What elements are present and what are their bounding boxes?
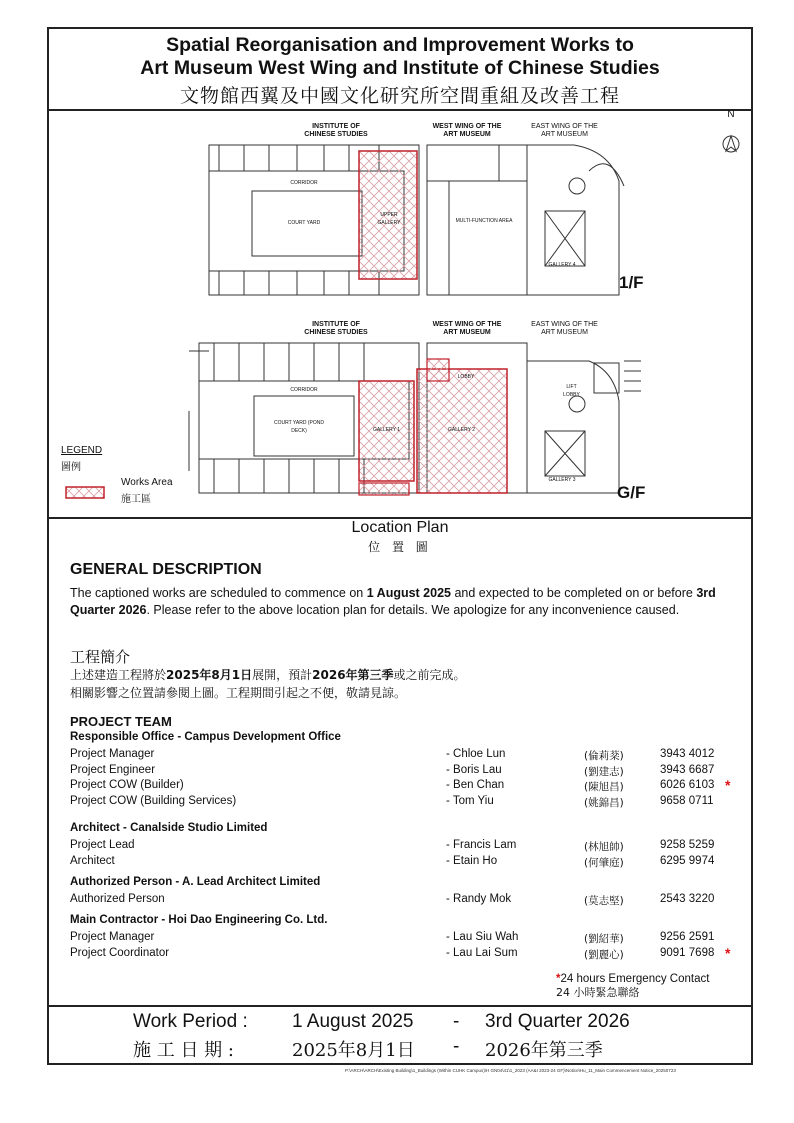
team-member-role: Project Engineer: [70, 763, 156, 776]
works-area-lobby: [427, 359, 449, 381]
team-member-phone: 9256 2591: [660, 931, 715, 943]
label-west-wing-1f: WEST WING OF THE ART MUSEUM: [432, 123, 502, 138]
team-member-name-zh: (劉建志): [584, 765, 624, 778]
emergency-star-icon: *: [725, 944, 731, 961]
general-description-text-zh: 上述建造工程將於2025年8月1日展開，預計2026年第三季或之前完成。 相關影響之位置請參閱上圖。工程期間引起之不便，敬請見諒。: [70, 668, 466, 700]
team-member-phone: 9091 7698: [660, 946, 715, 959]
label-gallery-3: GALLERY 3: [548, 477, 576, 483]
work-period-dash: -: [453, 1011, 460, 1032]
team-member-row: [70, 855, 750, 870]
team-member-name-zh: (姚錦昌): [584, 796, 624, 809]
team-member-name-zh: (林旭帥): [584, 841, 624, 853]
location-plan-caption-zh: 位 置 圖: [368, 540, 432, 554]
team-member-name-zh: (劉麗心): [584, 948, 624, 961]
team-member-row: [70, 795, 750, 810]
team-member-name: - Lau Lai Sum: [446, 946, 518, 959]
notice-frame: [47, 27, 753, 1065]
emergency-star-icon: *: [725, 777, 731, 793]
legend-title: LEGEND: [61, 445, 103, 456]
team-member-name: - Ben Chan: [446, 779, 505, 791]
works-area-corridor: [359, 483, 409, 495]
legend-title-zh: 圖例: [61, 462, 81, 473]
project-team-heading: PROJECT TEAM: [70, 714, 172, 729]
team-group-title: Authorized Person - A. Lead Architect Limited: [70, 876, 321, 888]
label-ics-gf: INSTITUTE OF CHINESE STUDIES: [304, 321, 368, 336]
floor-label-gf: G/F: [617, 483, 646, 502]
label-gallery-1: GALLERY 1: [372, 427, 401, 433]
legend-works-area: Works Area: [121, 477, 173, 488]
team-member-name: - Tom Yiu: [446, 794, 494, 807]
label-gallery-2: GALLERY 2: [447, 427, 476, 433]
team-member-role: Project COW (Builder): [70, 779, 184, 791]
label-east-wing-1f: EAST WING OF THE ART MUSEUM: [531, 123, 598, 138]
team-member-role: Project COW (Building Services): [70, 794, 237, 807]
team-member-phone: 3943 6687: [660, 763, 715, 776]
team-member-row: [70, 931, 750, 946]
general-description-heading: GENERAL DESCRIPTION: [70, 561, 262, 578]
team-member-name: - Randy Mok: [446, 893, 512, 905]
team-member-row: [70, 764, 750, 779]
label-upper-gallery: UPPER GALLERY: [377, 212, 401, 226]
general-description-heading-zh: 工程簡介: [70, 648, 131, 666]
label-gallery-4: GALLERY 4: [548, 262, 576, 268]
work-period: [49, 1007, 751, 1067]
team-member-name-zh: (莫志堅): [584, 895, 624, 907]
label-corridor-gf: CORRIDOR: [290, 387, 318, 393]
team-member-name-zh: (何肇庭): [584, 856, 624, 869]
team-member-role: Project Manager: [70, 748, 155, 760]
work-period-end-zh: 2026年第三季: [485, 1040, 603, 1061]
team-member-row: [70, 944, 750, 962]
work-period-label: Work Period :: [133, 1011, 248, 1032]
legend-swatch: [66, 487, 104, 498]
location-plan-caption: Location Plan: [351, 519, 449, 536]
label-lobby: LOBBY: [457, 374, 475, 380]
work-period-start-zh: 2025年8月1日: [292, 1040, 415, 1061]
team-member-row: [70, 748, 750, 763]
label-east-wing-gf: EAST WING OF THE ART MUSEUM: [531, 321, 598, 336]
floor-plan-drawing: [49, 111, 751, 517]
team-member-name: - Boris Lau: [446, 763, 502, 776]
team-group-title: Responsible Office - Campus Development Office: [70, 731, 341, 743]
work-period-label-zh: 施 工 日 期 :: [133, 1040, 234, 1061]
team-member-name: - Lau Siu Wah: [446, 931, 519, 943]
team-member-phone: 6026 6103: [660, 779, 715, 791]
team-member-phone: 9658 0711: [660, 794, 714, 807]
title-en-line-1: Spatial Reorganisation and Improvement Works to: [166, 34, 634, 56]
label-courtyard-1f: COURT YARD: [287, 220, 321, 226]
team-member-role: Architect: [70, 854, 115, 867]
north-label: N: [727, 109, 735, 120]
north-arrow-icon: [723, 136, 739, 152]
team-member-role: Project Lead: [70, 839, 135, 851]
team-member-role: Project Coordinator: [70, 946, 170, 959]
general-description-text: The captioned works are scheduled to commence on 1 August 2025 and expected to be completed on or before 3rd Quarter 2026. Please refer to the above location plan for details. We apologize for any inconvenience caused.: [70, 586, 716, 617]
team-member-row: [70, 839, 750, 854]
team-member-name: - Chloe Lun: [446, 748, 506, 760]
team-member-name-zh: (陳旭昌): [584, 781, 624, 793]
team-group-title: Architect - Canalside Studio Limited: [70, 822, 268, 834]
work-period-start: 1 August 2025: [292, 1011, 414, 1032]
team-member-role: Authorized Person: [70, 893, 165, 905]
label-corridor-1f: CORRIDOR: [290, 180, 318, 186]
floor-label-1f: 1/F: [619, 273, 644, 292]
team-member-name: - Francis Lam: [446, 839, 517, 851]
team-member-row: [70, 893, 750, 908]
team-member-phone: 9258 5259: [660, 839, 715, 851]
team-group-title: Main Contractor - Hoi Dao Engineering Co. Ltd.: [70, 914, 328, 926]
team-member-name-zh: (劉紹華): [584, 933, 624, 945]
team-member-name: - Etain Ho: [446, 854, 498, 867]
label-mfa: MULTI-FUNCTION AREA: [455, 218, 513, 224]
team-member-name-zh: (倫莉棻): [584, 750, 624, 762]
work-period-dash-zh: -: [453, 1036, 460, 1057]
team-member-phone: 3943 4012: [660, 748, 715, 760]
label-west-wing-gf: WEST WING OF THE ART MUSEUM: [432, 321, 502, 336]
title-zh: 文物館西翼及中國文化研究所空間重組及改善工程: [179, 85, 620, 107]
label-lift-lobby: LIFT LOBBY: [563, 384, 580, 398]
team-member-role: Project Manager: [70, 931, 155, 943]
emergency-contact-note: *24 hours Emergency Contact 24 小時緊急聯絡: [556, 973, 710, 999]
team-member-row: [70, 779, 750, 794]
legend-works-area-zh: 施工區: [121, 494, 151, 505]
file-path-footer: P:\ARCH\ARCH\Existing Building\1_Buildings (Within CUHK Campus)\H GN04\41\1_2023 (AA&I 2023-24 GF)\Notice\Hu_11_Main Commencement Notice_20250723: [345, 1068, 676, 1073]
team-member-phone: 6295 9974: [660, 854, 715, 867]
label-ics-1f: INSTITUTE OF CHINESE STUDIES: [304, 123, 368, 138]
label-courtyard-gf: COURT YARD (POND DECK): [274, 420, 324, 434]
team-member-phone: 2543 3220: [660, 893, 715, 905]
work-period-end: 3rd Quarter 2026: [485, 1011, 630, 1032]
location-plan: [49, 111, 751, 517]
title-en-line-2: Art Museum West Wing and Institute of Chinese Studies: [140, 57, 660, 79]
